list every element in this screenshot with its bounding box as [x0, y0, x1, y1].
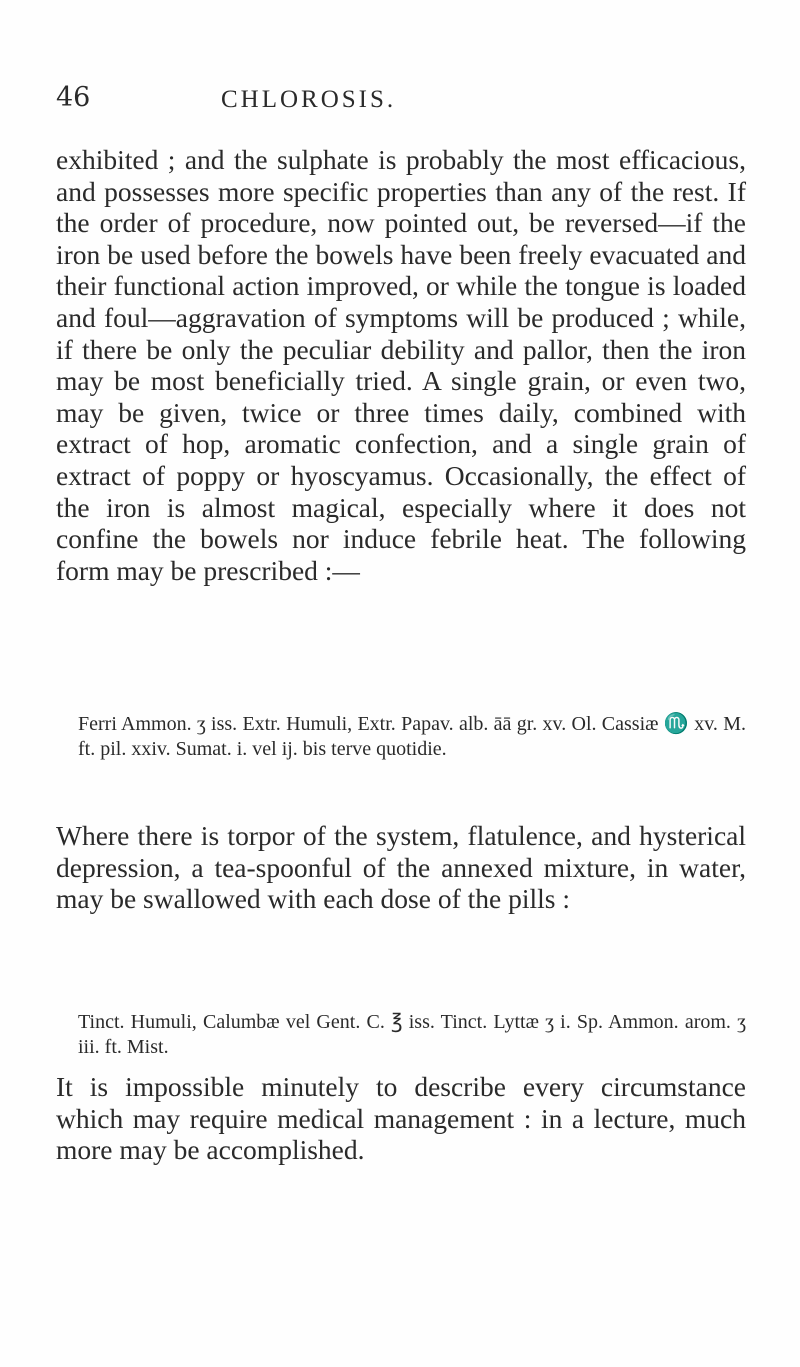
formula-2-text: Tinct. Humuli, Calumbæ vel Gent. C. ℥ iss. Tinct. Lyttæ ʒ i. Sp. Ammon. arom. ʒ iii. ft. Mist. — [78, 1011, 746, 1058]
prescription-formula-1 — [78, 712, 746, 762]
page-header — [56, 82, 746, 122]
paragraph-1-block — [56, 144, 746, 697]
paragraph-2: Where there is torpor of the system, flatulence, and hysterical depression, a tea-spoonful of the annexed mixture, in water, may be swallowed with each dose of the pills : — [56, 820, 746, 915]
paragraph-3: It is impossible minutely to describe every circumstance which may require medical management : in a lecture, much more may be accomplished. — [56, 1071, 746, 1166]
paragraph-2-block — [56, 820, 746, 915]
paragraph-3-block — [56, 1071, 746, 1166]
paragraph-1: exhibited ; and the sulphate is probably the most efficacious, and possesses more specific properties than any of the rest. If the order of procedure, now pointed out, be reversed—if the iron be used before the bowels have been freely evacuated and their functional action improved, or while the tongue is loaded and foul—aggravation of symptoms will be produced ; while, if there be only the peculiar debility and pallor, then the iron may be most beneficially tried. A single grain, or even two, may be given, twice or three times daily, combined with extract of hop, aromatic confection, and a single grain of extract of poppy or hyoscyamus. Occasionally, the effect of the iron is almost magical, especially where it does not confine the bowels nor induce febrile heat. The following form may be prescribed :— — [56, 144, 746, 586]
prescription-formula-2 — [78, 1010, 746, 1060]
formula-1-text: Ferri Ammon. ʒ iss. Extr. Humuli, Extr. Papav. alb. āā gr. xv. Ol. Cassiæ ♏ xv. M. ft. pil. xxiv. Sumat. i. vel ij. bis terve quotidie. — [78, 713, 746, 760]
running-head: CHLOROSIS. — [221, 86, 397, 113]
page-number: 46 — [56, 82, 91, 113]
